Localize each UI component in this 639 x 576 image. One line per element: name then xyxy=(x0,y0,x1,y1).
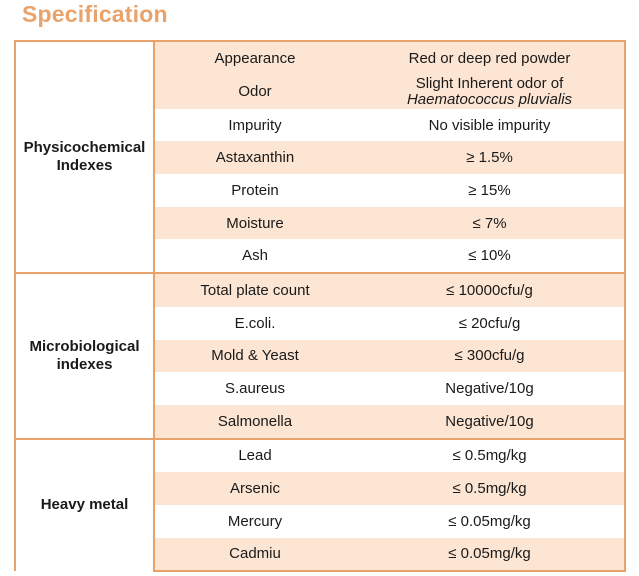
table-row xyxy=(15,273,625,307)
value-cell: ≥ 1.5% xyxy=(355,141,625,174)
item-cell: Impurity xyxy=(154,109,355,142)
value-cell: ≥ 15% xyxy=(355,174,625,207)
item-cell: Mold & Yeast xyxy=(154,340,355,373)
value-cell: ≤ 0.05mg/kg xyxy=(355,538,625,572)
item-cell: Moisture xyxy=(154,207,355,240)
item-cell: Mercury xyxy=(154,505,355,538)
item-cell: Total plate count xyxy=(154,273,355,307)
table-row xyxy=(15,41,625,75)
value-cell: ≤ 10000cfu/g xyxy=(355,273,625,307)
specification-table xyxy=(14,40,626,572)
value-cell: Negative/10g xyxy=(355,372,625,405)
value-cell: ≤ 0.5mg/kg xyxy=(355,472,625,505)
value-cell: ≤ 0.5mg/kg xyxy=(355,439,625,473)
value-cell: ≤ 10% xyxy=(355,239,625,273)
group-label-heavy-metal: Heavy metal xyxy=(15,439,154,572)
item-cell: Cadmiu xyxy=(154,538,355,572)
item-cell: Ash xyxy=(154,239,355,273)
item-cell: Lead xyxy=(154,439,355,473)
item-cell: Appearance xyxy=(154,41,355,75)
group-label-physicochemical: Physicochemical Indexes xyxy=(15,41,154,273)
table-row xyxy=(15,439,625,473)
value-cell: Negative/10g xyxy=(355,405,625,439)
value-cell: Slight Inherent odor of Haematococcus pluvialis xyxy=(355,75,625,109)
value-cell: ≤ 300cfu/g xyxy=(355,340,625,373)
value-cell: Red or deep red powder xyxy=(355,41,625,75)
item-cell: Salmonella xyxy=(154,405,355,439)
item-cell: Astaxanthin xyxy=(154,141,355,174)
value-cell: ≤ 0.05mg/kg xyxy=(355,505,625,538)
value-cell: No visible impurity xyxy=(355,109,625,142)
item-cell: Arsenic xyxy=(154,472,355,505)
item-cell: E.coli. xyxy=(154,307,355,340)
page-title: Specification xyxy=(22,1,168,27)
item-cell: S.aureus xyxy=(154,372,355,405)
value-cell: ≤ 20cfu/g xyxy=(355,307,625,340)
item-cell: Odor xyxy=(154,75,355,109)
item-cell: Protein xyxy=(154,174,355,207)
group-label-microbiological: Microbiological indexes xyxy=(15,273,154,438)
value-cell: ≤ 7% xyxy=(355,207,625,240)
